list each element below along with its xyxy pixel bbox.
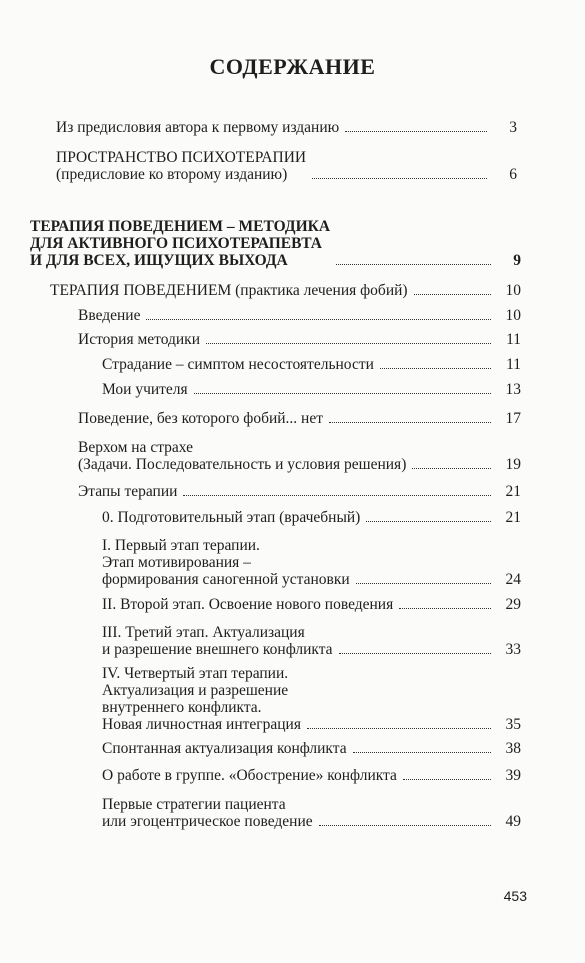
toc-entry-text: Поведение, без которого фобий... нет	[78, 410, 324, 427]
toc-entry-text: О работе в группе. «Обострение» конфликта	[102, 767, 397, 784]
toc-page-number: 21	[505, 483, 521, 500]
page-number: 453	[503, 888, 527, 904]
toc-page-number: 29	[505, 596, 521, 613]
toc-entry-text: Из предисловия автора к первому изданию	[56, 119, 340, 136]
toc-leader-dots	[146, 319, 491, 320]
toc-entry-text: III. Третий этап. Актуализация и разрешение внешнего конфликта	[102, 624, 333, 658]
toc-page-number: 9	[513, 252, 521, 269]
toc-entry[interactable]	[56, 149, 517, 183]
toc-leader-dots	[183, 495, 491, 496]
toc-page-number: 3	[509, 119, 517, 136]
toc-page-number: 17	[505, 410, 521, 427]
toc-page-number: 24	[505, 571, 521, 588]
toc-leader-dots	[345, 131, 487, 132]
toc-page-number: 6	[509, 166, 517, 183]
toc-entry[interactable]	[102, 356, 521, 373]
toc-entry-text: IV. Четвертый этап терапии. Актуализация и разрешение внутреннего конфликта. Новая личностная интеграция	[102, 665, 301, 733]
toc-entry-text: II. Второй этап. Освоение нового поведения	[102, 596, 394, 613]
toc-entry[interactable]	[102, 665, 521, 733]
toc-leader-dots	[380, 368, 491, 369]
toc-leader-dots	[353, 752, 491, 753]
toc-page-number: 38	[505, 740, 521, 757]
toc-entry-text: История методики	[78, 331, 201, 348]
toc-entry-text: Этапы терапии	[78, 483, 178, 500]
toc-entry-text: ПРОСТРАНСТВО ПСИХОТЕРАПИИ (предисловие ко второму изданию)	[56, 149, 307, 183]
toc-leader-dots	[336, 264, 491, 265]
toc-leader-dots	[356, 583, 491, 584]
toc-entry-text: Введение	[78, 307, 141, 324]
toc-entry-text: Первые стратегии пациента или эгоцентрическое поведение	[102, 796, 313, 830]
toc-leader-dots	[412, 468, 491, 469]
toc-page-number: 10	[505, 282, 521, 299]
toc-entry[interactable]	[78, 439, 521, 473]
toc-entry[interactable]	[102, 537, 521, 588]
toc-entry[interactable]	[102, 596, 521, 613]
toc-leader-dots	[399, 608, 491, 609]
toc-leader-dots	[307, 728, 491, 729]
toc-entry[interactable]	[78, 410, 521, 427]
toc-section-entry[interactable]	[30, 218, 521, 269]
toc-entry[interactable]	[102, 796, 521, 830]
toc-entry[interactable]	[50, 282, 521, 299]
toc-page-number: 10	[505, 307, 521, 324]
toc-leader-dots	[319, 825, 491, 826]
toc-entry-text: ТЕРАПИЯ ПОВЕДЕНИЕМ – МЕТОДИКА ДЛЯ АКТИВНОГО ПСИХОТЕРАПЕВТА И ДЛЯ ВСЕХ, ИЩУЩИХ ВЫХОДА	[30, 218, 331, 269]
toc-entry[interactable]	[78, 483, 521, 500]
toc-leader-dots	[366, 521, 491, 522]
toc-page-number: 11	[506, 356, 521, 373]
toc-entry[interactable]	[102, 624, 521, 658]
toc-leader-dots	[403, 779, 491, 780]
toc-leader-dots	[206, 343, 491, 344]
toc-page-number: 35	[505, 716, 521, 733]
toc-entry[interactable]	[56, 119, 517, 136]
toc-entry-text: Мои учителя	[102, 381, 188, 398]
toc-entry[interactable]	[78, 331, 521, 348]
toc-page-number: 21	[505, 509, 521, 526]
toc-entry[interactable]	[78, 307, 521, 324]
toc-leader-dots	[194, 393, 491, 394]
toc-page-number: 11	[506, 331, 521, 348]
toc-entry-text: I. Первый этап терапии. Этап мотивирования – формирования саногенной установки	[102, 537, 350, 588]
toc-entry[interactable]	[102, 381, 521, 398]
toc-entry[interactable]	[102, 767, 521, 784]
toc-entry[interactable]	[102, 740, 521, 757]
toc-page-number: 33	[505, 641, 521, 658]
toc-page-number: 13	[505, 381, 521, 398]
toc-leader-dots	[329, 422, 491, 423]
toc-leader-dots	[312, 178, 487, 179]
toc-entry-text: Спонтанная актуализация конфликта	[102, 740, 347, 757]
toc-page-number: 49	[505, 813, 521, 830]
toc-entry-text: Страдание – симптом несостоятельности	[102, 356, 374, 373]
toc-entry[interactable]	[102, 509, 521, 526]
toc-entry-text: 0. Подготовительный этап (врачебный)	[102, 509, 361, 526]
toc-leader-dots	[414, 294, 491, 295]
toc-page-number: 39	[505, 767, 521, 784]
toc-leader-dots	[339, 653, 491, 654]
page-title: СОДЕРЖАНИЕ	[209, 54, 376, 79]
toc-entry-text: ТЕРАПИЯ ПОВЕДЕНИЕМ (практика лечения фобий)	[50, 282, 408, 299]
toc-page-number: 19	[505, 456, 521, 473]
toc-entry-text: Верхом на страхе (Задачи. Последовательность и условия решения)	[78, 439, 407, 473]
